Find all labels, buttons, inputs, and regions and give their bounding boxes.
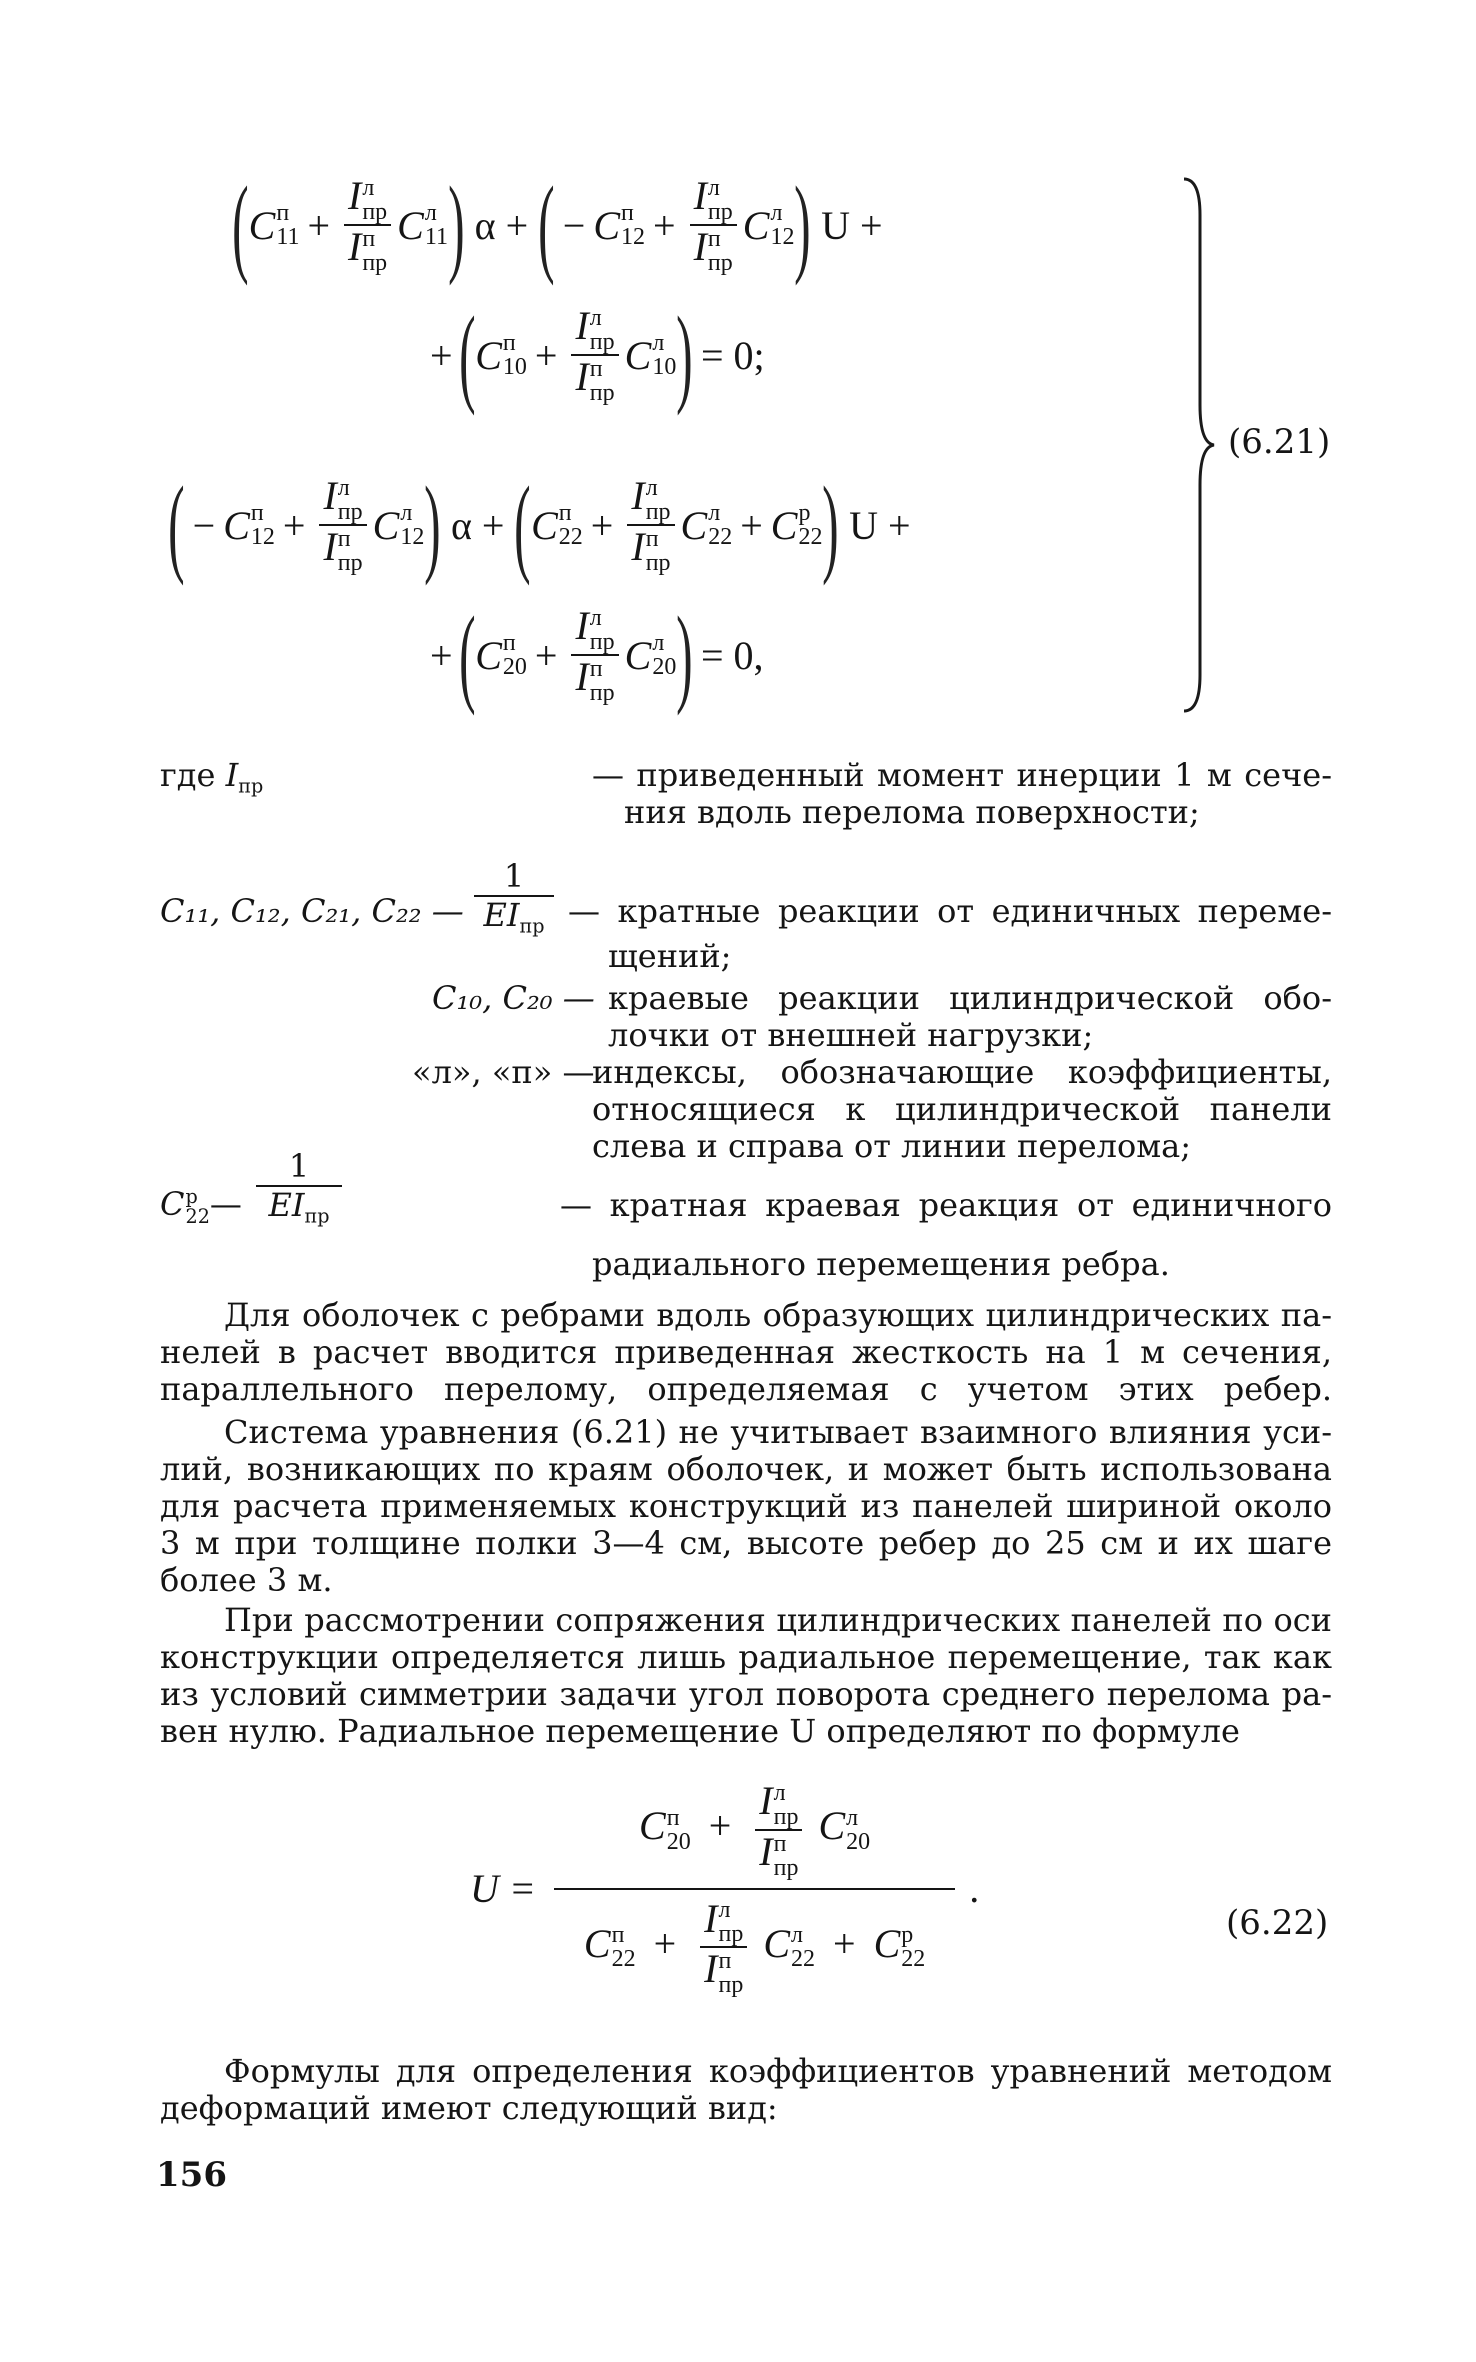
eq21-line-3: ( − C п 12 + I л пр I п пр C л 12 ) α + ( C п 22 + I л пр I п пр C л 22 + C р 22 ) U + [168,464,911,586]
def-2-text: — кратные реакции от единичных переме- щений; [568,892,1332,975]
def-5-fraction: 1 $EI_{пр}$ [256,1148,342,1235]
def-3-text: краевые реакции цилиндрической обо- лочки от внешней нагрузки; [608,979,1332,1054]
eq21-line-4: + ( C п 20 + I л пр I п пр C л 20 ) = 0, [430,594,764,716]
def-5-symbol: C р 22 — [160,1185,242,1228]
equation-number-6-21: (6.21) [1228,422,1331,462]
eq22-main-fraction: C п 20 + I л пр I п пр C л 20 C п 22 + I л пр I п пр C л 22 + C р 22 [554,1780,955,1997]
def-5-text: — кратная краевая реакция от единичного радиального перемещения ребра. [560,1186,1332,1283]
def-3-symbols: C₁₀, C₂₀ — [432,979,595,1017]
def-2-fraction: 1 $EI_{пр}$ [474,858,554,945]
right-brace [1180,175,1220,715]
eq21-line-2: + ( C п 10 + I л пр I п пр C л 10 ) = 0; [430,294,765,416]
eq21-line-1: ( C п 11 + I л пр I п пр C л 11 ) α + ( − C п 12 + I л пр I п пр C л 12 ) U + [232,164,883,286]
equation-number-6-22: (6.22) [1226,1903,1329,1943]
def-2-symbols: C₁₁, C₁₂, C₂₁, C₂₂ — [160,892,464,930]
equation-6-22: U = C п 20 + I л пр I п пр C л 20 C п 22 + I л пр I п пр C л 22 + C р 22 . [470,1778,980,1999]
paragraph-3: При рассмотрении сопряжения цилиндрических панелей по оси конструкции определяется лишь радиальное перемещение, так как из условий симметрии задачи угол поворота среднего перелома ра- вен нулю. Радиальное перемещение U определяют по формуле [160,1601,1332,1750]
paragraph-4: Формулы для определения коэффициентов уравнений методом деформаций имеют следующий вид: [160,2052,1332,2127]
page-number: 156 [156,2155,227,2195]
paragraph-1: Для оболочек с ребрами вдоль образующих цилиндрических па- нелей в расчет вводится приведенная жесткость на 1 м сечения, параллельного перелому, определяемая с учетом этих ребер. [160,1296,1332,1408]
def-4-text: индексы, обозначающие коэффициенты, относящиеся к цилиндрической панели слева и справа от линии перелома; [592,1053,1332,1165]
paragraph-2: Система уравнения (6.21) не учитывает взаимного влияния уси- лий, возникающих по краям оболочек, и может быть использована для расчета применяемых конструкций из панелей шириной около 3 м при толщине полки 3—4 см, высоте ребер до 25 см и их шаге более 3 м. [160,1413,1332,1599]
def-1-text: — приведенный момент инерции 1 м сече- ния вдоль перелома поверхности; [592,756,1332,831]
def-4-symbols: «л», «п» — [412,1053,595,1091]
def-where: где $I_{пр}$ [160,756,264,798]
